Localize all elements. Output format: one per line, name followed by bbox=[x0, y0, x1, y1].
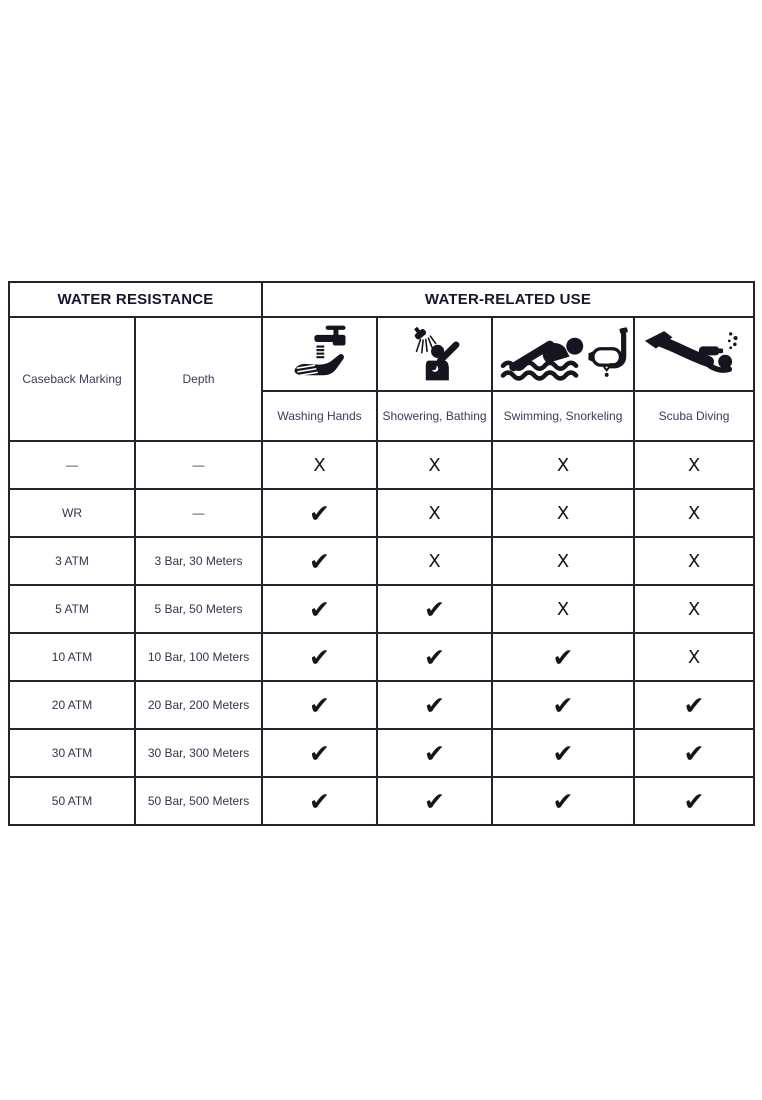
use-label-showering-bathing: Showering, Bathing bbox=[377, 391, 492, 441]
caseback-marking-column-header: Caseback Marking bbox=[9, 317, 135, 441]
mark-showering-bathing: X bbox=[377, 441, 492, 489]
caseback-marking-value: 5 ATM bbox=[9, 585, 135, 633]
mark-swimming-snorkeling: ✔ bbox=[492, 681, 634, 729]
mark-showering-bathing: X bbox=[377, 537, 492, 585]
water-resistance-header: WATER RESISTANCE bbox=[9, 282, 262, 317]
showering-icon bbox=[378, 325, 491, 383]
washing-hands-icon-cell bbox=[262, 317, 377, 391]
use-label-swimming-snorkeling: Swimming, Snorkeling bbox=[492, 391, 634, 441]
mark-swimming-snorkeling: ✔ bbox=[492, 633, 634, 681]
mark-scuba-diving: ✔ bbox=[634, 681, 754, 729]
table-body bbox=[9, 441, 754, 825]
mark-washing-hands: ✔ bbox=[262, 729, 377, 777]
mark-washing-hands: ✔ bbox=[262, 489, 377, 537]
swimming-snorkeling-icon bbox=[493, 324, 633, 384]
caseback-marking-value: 30 ATM bbox=[9, 729, 135, 777]
mark-washing-hands: ✔ bbox=[262, 633, 377, 681]
mark-swimming-snorkeling: X bbox=[492, 585, 634, 633]
icon-header-row bbox=[9, 317, 754, 391]
depth-value: — bbox=[135, 489, 262, 537]
depth-value: 5 Bar, 50 Meters bbox=[135, 585, 262, 633]
depth-value: 20 Bar, 200 Meters bbox=[135, 681, 262, 729]
mark-showering-bathing: ✔ bbox=[377, 633, 492, 681]
mark-scuba-diving: X bbox=[634, 633, 754, 681]
scuba-diving-icon bbox=[635, 327, 753, 381]
washing-hands-icon bbox=[263, 325, 376, 383]
mark-scuba-diving: X bbox=[634, 537, 754, 585]
caseback-marking-value: 50 ATM bbox=[9, 777, 135, 825]
mark-swimming-snorkeling: X bbox=[492, 489, 634, 537]
table-row bbox=[9, 777, 754, 825]
depth-value: 3 Bar, 30 Meters bbox=[135, 537, 262, 585]
table-header-row bbox=[9, 282, 754, 317]
depth-value: 50 Bar, 500 Meters bbox=[135, 777, 262, 825]
use-label-washing-hands: Washing Hands bbox=[262, 391, 377, 441]
table-row bbox=[9, 537, 754, 585]
table-row bbox=[9, 681, 754, 729]
showering-icon-cell bbox=[377, 317, 492, 391]
mark-swimming-snorkeling: X bbox=[492, 537, 634, 585]
caseback-marking-value: — bbox=[9, 441, 135, 489]
table-row bbox=[9, 441, 754, 489]
water-resistance-table bbox=[8, 281, 755, 826]
scuba-diving-icon-cell bbox=[634, 317, 754, 391]
caseback-marking-value: 3 ATM bbox=[9, 537, 135, 585]
caseback-marking-value: 10 ATM bbox=[9, 633, 135, 681]
mark-showering-bathing: X bbox=[377, 489, 492, 537]
mark-scuba-diving: X bbox=[634, 441, 754, 489]
mark-washing-hands: ✔ bbox=[262, 585, 377, 633]
mark-showering-bathing: ✔ bbox=[377, 729, 492, 777]
caseback-marking-value: WR bbox=[9, 489, 135, 537]
mark-washing-hands: ✔ bbox=[262, 681, 377, 729]
table-row bbox=[9, 729, 754, 777]
mark-showering-bathing: ✔ bbox=[377, 777, 492, 825]
mark-showering-bathing: ✔ bbox=[377, 585, 492, 633]
depth-value: 30 Bar, 300 Meters bbox=[135, 729, 262, 777]
use-label-scuba-diving: Scuba Diving bbox=[634, 391, 754, 441]
caseback-marking-value: 20 ATM bbox=[9, 681, 135, 729]
mark-showering-bathing: ✔ bbox=[377, 681, 492, 729]
mark-scuba-diving: X bbox=[634, 585, 754, 633]
swimming-snorkeling-icon-cell bbox=[492, 317, 634, 391]
table-row bbox=[9, 585, 754, 633]
mark-scuba-diving: ✔ bbox=[634, 777, 754, 825]
table-row bbox=[9, 489, 754, 537]
mark-swimming-snorkeling: X bbox=[492, 441, 634, 489]
mark-washing-hands: ✔ bbox=[262, 777, 377, 825]
mark-scuba-diving: ✔ bbox=[634, 729, 754, 777]
mark-swimming-snorkeling: ✔ bbox=[492, 777, 634, 825]
depth-column-header: Depth bbox=[135, 317, 262, 441]
depth-value: — bbox=[135, 441, 262, 489]
mark-swimming-snorkeling: ✔ bbox=[492, 729, 634, 777]
mark-scuba-diving: X bbox=[634, 489, 754, 537]
mark-washing-hands: ✔ bbox=[262, 537, 377, 585]
water-related-use-header: WATER-RELATED USE bbox=[262, 282, 754, 317]
table-row bbox=[9, 633, 754, 681]
mark-washing-hands: X bbox=[262, 441, 377, 489]
depth-value: 10 Bar, 100 Meters bbox=[135, 633, 262, 681]
